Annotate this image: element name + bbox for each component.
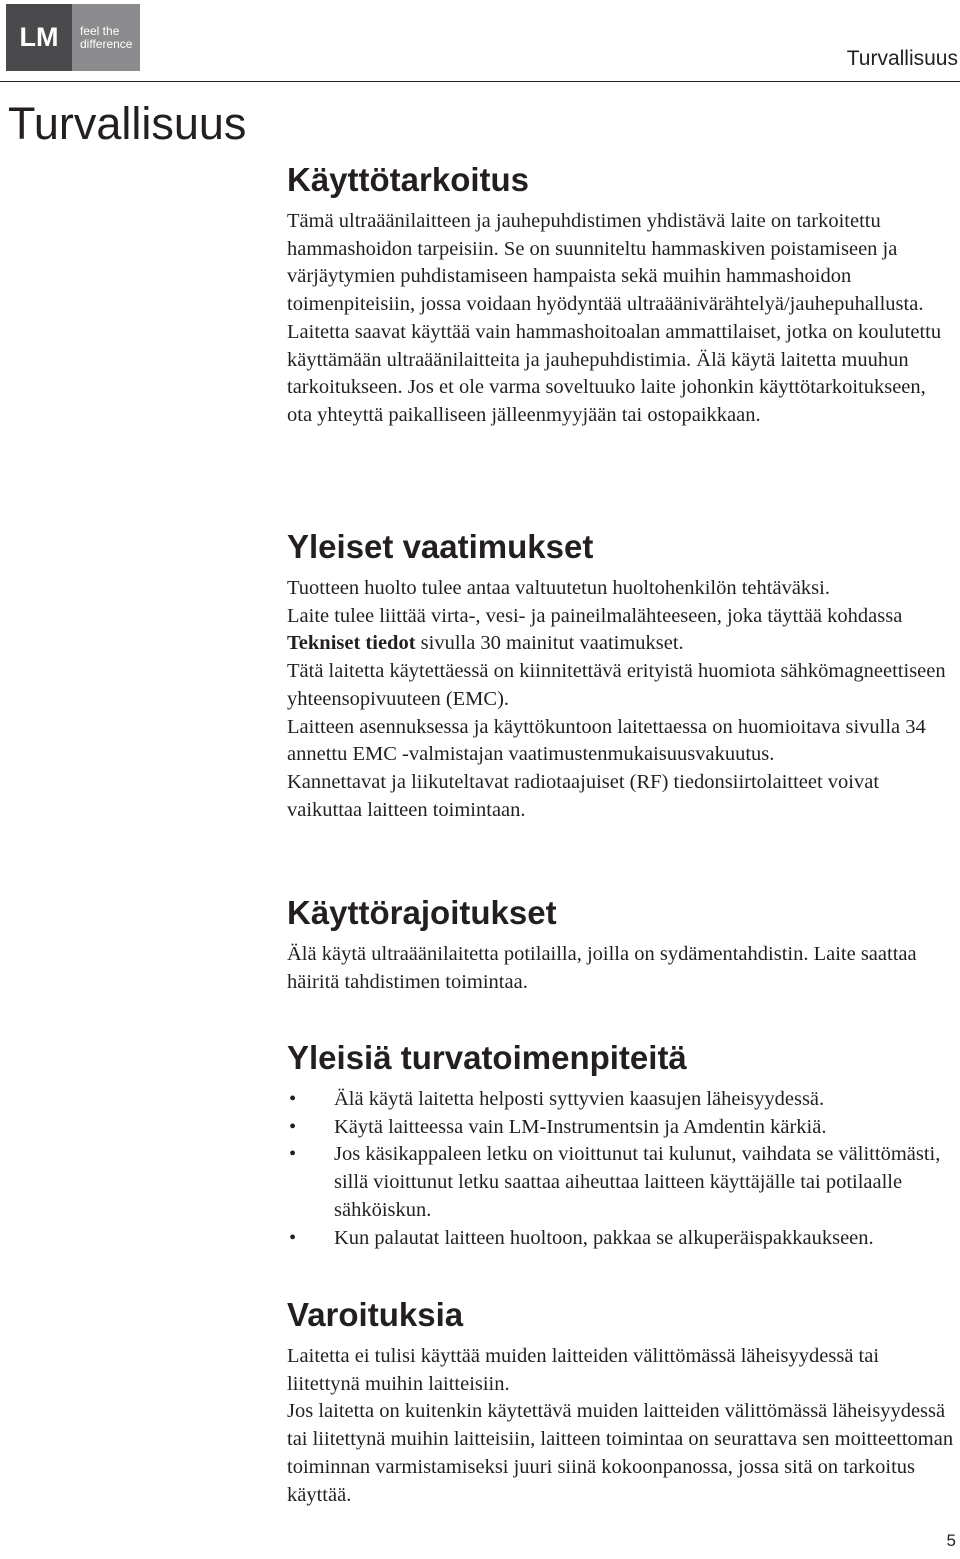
section-general-requirements <box>287 527 955 824</box>
logo-tagline-line-1: feel the <box>80 23 120 38</box>
bullet-icon: • <box>289 1143 297 1166</box>
section-paragraph: Älä käytä ultraäänilaitetta potilailla, joilla on sydämentahdistin. Laite saattaa häiritä tahdistimen toimintaa. <box>287 943 917 993</box>
bullet-icon: • <box>289 1115 297 1138</box>
section-paragraph: Laitetta ei tulisi käyttää muiden laitteiden välittömässä läheisyydessä tai liitettynä muihin laitteisiin. <box>287 1345 880 1395</box>
bullet-icon: • <box>289 1226 297 1249</box>
safety-list <box>287 1086 955 1252</box>
section-heading: Yleiset vaatimukset <box>287 528 594 565</box>
logo-mark: LM <box>6 4 72 71</box>
list-item-text: Jos käsikappaleen letku on vioittunut tai kulunut, vaihdata se välittömästi, sillä vioittunut letku saattaa aiheuttaa laitteen käyttäjälle tai potilaalle sähköiskun. <box>334 1143 941 1221</box>
technical-data-reference: Tekniset tiedot <box>287 632 416 655</box>
section-paragraph: Jos laitetta on kuitenkin käytettävä muiden laitteiden välittömässä läheisyydessä tai liitettynä muihin laitteisiin, laitteen toimintaa on seurattava sen moitteettoman toiminnan varmistamiseksi juuri siinä kokoonpanossa, jossa sitä on tarkoitus käyttää. <box>287 1400 954 1506</box>
section-use-restrictions <box>287 893 955 996</box>
section-paragraph: Tämä ultraäänilaitteen ja jauhepuhdistimen yhdistävä laite on tarkoitettu hammashoidon tarpeisiin. Se on suunniteltu hammaskiven poistamiseen ja värjäytymien puhdistamiseen hampaista sekä muihin hammashoidon toimenpiteisiin, jossa voidaan hyödyntää ultraäänivärähtelyä/jauhepuhallusta. Laitetta saavat käyttää vain hammashoitoalan ammattilaiset, jotka on koulutettu käyttämään ultraäänilaitteita ja jauhepuhdistimia. Älä käytä laitetta muuhun tarkoitukseen. Jos et ole varma soveltuuko laite johonkin käyttötarkoitukseen, ota yhteyttä paikalliseen jälleenmyyjään tai ostopaikkaan. <box>287 210 942 426</box>
list-item <box>287 1114 955 1142</box>
logo-tagline-line-2: difference <box>80 36 133 51</box>
page-title: Turvallisuus <box>8 98 247 149</box>
list-item-text: Kun palautat laitteen huoltoon, pakkaa se alkuperäispakkaukseen. <box>334 1226 874 1249</box>
section-heading: Käyttörajoitukset <box>287 894 557 931</box>
list-item <box>287 1086 955 1114</box>
section-heading: Varoituksia <box>287 1296 464 1333</box>
paragraph-text: sivulla 30 mainitut vaatimukset. <box>415 632 684 655</box>
section-general-safety-measures <box>287 1038 955 1252</box>
logo-tagline <box>72 4 140 71</box>
paragraph-text: Laite tulee liittää virta-, vesi- ja paineilmalähteeseen, joka täyttää kohdassa <box>287 604 903 627</box>
header-divider <box>0 81 960 82</box>
page-number: 5 <box>946 1531 956 1550</box>
section-paragraph <box>287 603 955 658</box>
running-header-title: Turvallisuus <box>846 47 958 70</box>
section-heading: Käyttötarkoitus <box>287 161 530 198</box>
section-heading: Yleisiä turvatoimenpiteitä <box>287 1039 687 1076</box>
section-paragraph: Laitteen asennuksessa ja käyttökuntoon laitettaessa on huomioitava sivulla 34 annettu EMC -valmistajan vaatimustenmukaisuusvakuutus. <box>287 715 926 766</box>
brand-logo <box>6 4 140 71</box>
bullet-icon: • <box>289 1088 297 1110</box>
list-item <box>287 1141 955 1224</box>
section-warnings <box>287 1295 955 1509</box>
section-paragraph: Tuotteen huolto tulee antaa valtuutetun huoltohenkilön tehtäväksi. <box>287 577 830 599</box>
list-item-text: Käytä laitteessa vain LM-Instrumentsin ja Amdentin kärkiä. <box>334 1115 827 1138</box>
list-item-text: Älä käytä laitetta helposti syttyvien kaasujen läheisyydessä. <box>334 1088 825 1110</box>
section-paragraph: Tätä laitetta käytettäessä on kiinnitettävä erityistä huomiota sähkömagneettiseen yhteensopivuuteen (EMC). <box>287 660 946 710</box>
section-intended-use <box>287 160 955 430</box>
list-item <box>287 1225 955 1253</box>
section-paragraph: Kannettavat ja liikuteltavat radiotaajuiset (RF) tiedonsiirtolaitteet voivat vaikuttaa laitteen toimintaan. <box>287 770 880 821</box>
